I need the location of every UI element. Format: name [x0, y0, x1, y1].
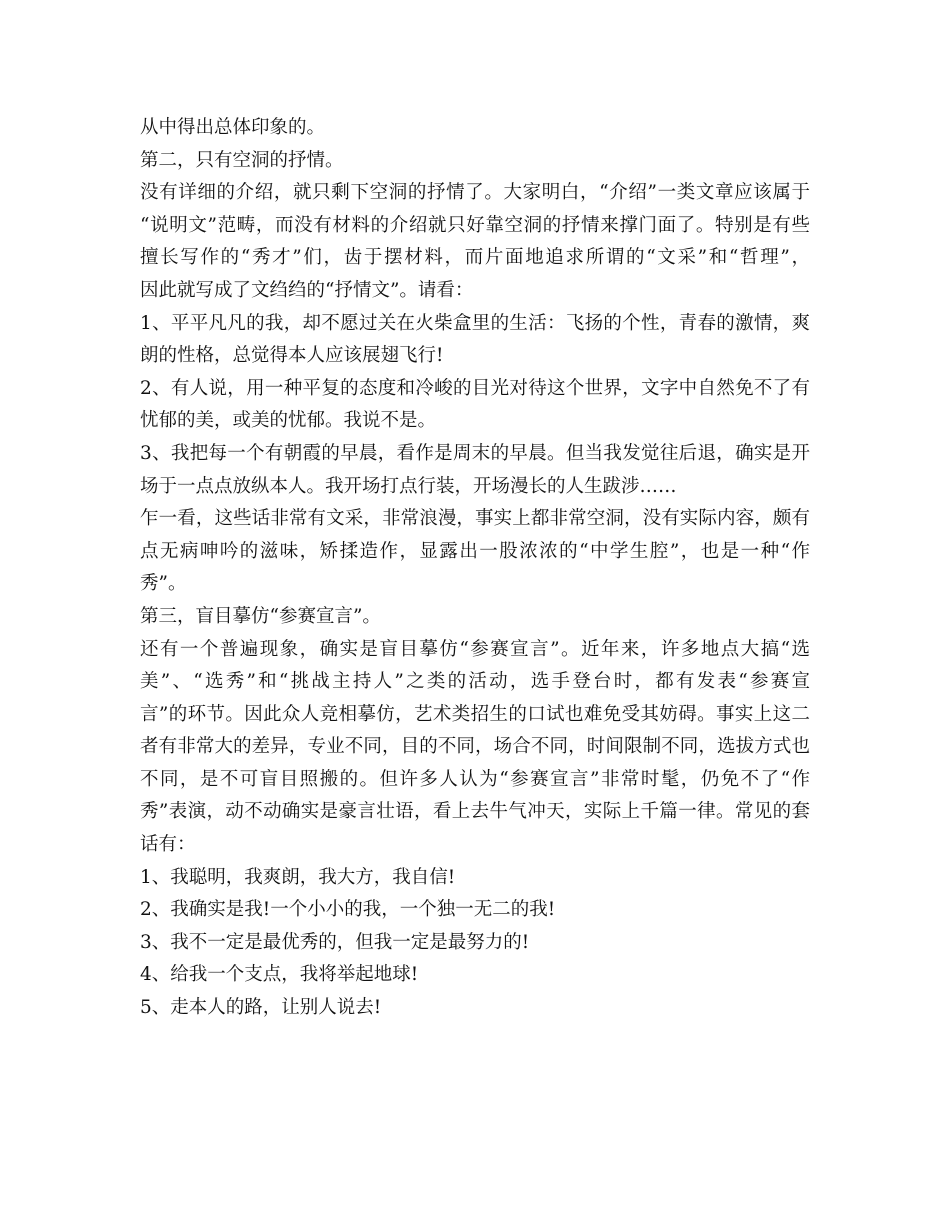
text-line: 第二，只有空洞的抒情。 [140, 149, 344, 171]
text-line: 3、我把每一个有朝霞的早晨，看作是周末的早晨。但当我发觉往后退，确实是开 [140, 442, 810, 464]
text-line: 还有一个普遍现象，确实是盲目摹仿“参赛宣言”。近年来，许多地点大搞“选 [140, 638, 810, 660]
text-line: 擅长写作的“秀才”们，齿于摆材料，而片面地追求所谓的“文采”和“哲理”， [140, 247, 810, 269]
text-line: 2、有人说，用一种平复的态度和冷峻的目光对待这个世界，文字中自然免不了有 [140, 377, 810, 399]
text-line: 因此就写成了文绉绉的“抒情文”。请看： [140, 279, 474, 301]
text-line: 秀”。 [140, 573, 187, 595]
text-line: 3、我不一定是最优秀的，但我一定是最努力的! [140, 931, 530, 953]
text-line: 言”的环节。因此众人竞相摹仿，艺术类招生的口试也难免受其妨碍。事实上这二 [140, 703, 810, 725]
text-line: 不同，是不可盲目照搬的。但许多人认为“参赛宣言”非常时髦，仍免不了“作 [140, 768, 810, 790]
text-line: 4、给我一个支点，我将举起地球! [140, 964, 419, 986]
document-body [140, 112, 810, 1025]
text-line: 没有详细的介绍，就只剩下空洞的抒情了。大家明白，“介绍”一类文章应该属于 [140, 182, 810, 204]
text-line: 美”、“选秀”和“挑战主持人”之类的活动，选手登台时，都有发表“参赛宣 [140, 671, 810, 693]
text-line: 2、我确实是我!一个小小的我，一个独一无二的我! [140, 899, 556, 921]
text-line: 者有非常大的差异，专业不同，目的不同，场合不同，时间限制不同，选拔方式也 [140, 736, 810, 758]
text-line: 1、我聪明，我爽朗，我大方，我自信! [140, 866, 456, 888]
text-line: 朗的性格，总觉得本人应该展翅飞行! [140, 345, 444, 367]
text-line: 场于一点点放纵本人。我开场打点行装，开场漫长的人生跋涉…… [140, 475, 677, 497]
text-line: 从中得出总体印象的。 [140, 117, 326, 138]
text-line: “说明文”范畴，而没有材料的介绍就只好靠空洞的抒情来撑门面了。特别是有些 [140, 214, 810, 236]
text-line: 第三，盲目摹仿“参赛宣言”。 [140, 605, 381, 627]
text-line: 1、平平凡凡的我，却不愿过关在火柴盒里的生活：飞扬的个性，青春的激情，爽 [140, 312, 810, 334]
text-line: 乍一看，这些话非常有文采，非常浪漫，事实上都非常空洞，没有实际内容，颇有 [140, 508, 810, 530]
text-line: 5、走本人的路，让别人说去! [140, 997, 382, 1019]
text-line: 点无病呻吟的滋味，矫揉造作，显露出一股浓浓的“中学生腔”，也是一种“作 [140, 540, 810, 562]
text-line: 秀”表演，动不动确实是豪言壮语，看上去牛气冲天，实际上千篇一律。常见的套 [140, 801, 810, 823]
text-line: 话有： [140, 834, 196, 856]
text-line: 忧郁的美，或美的忧郁。我说不是。 [140, 410, 437, 432]
